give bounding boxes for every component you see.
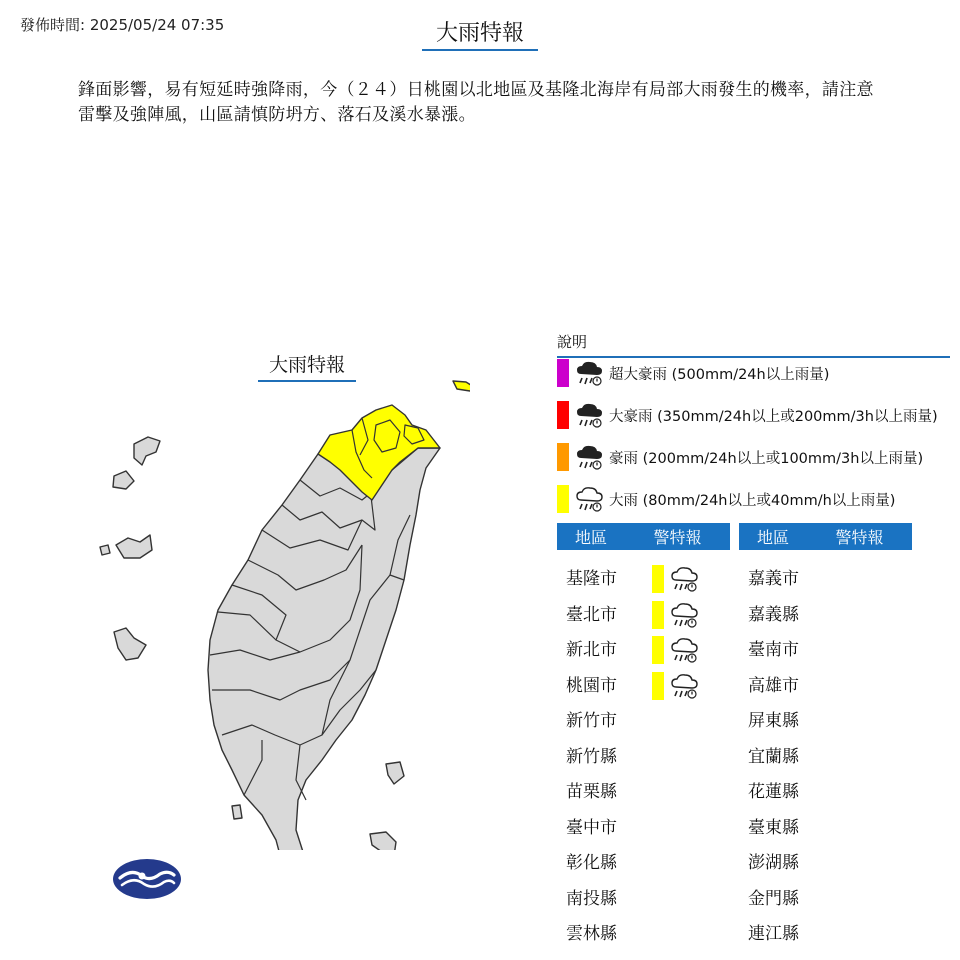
heavy-rain-icon xyxy=(670,636,698,664)
region-yilan: 宜蘭縣 xyxy=(748,747,799,767)
torrential-rain-icon xyxy=(575,401,603,429)
legend-item-extreme-torrential-rain xyxy=(557,358,829,388)
map-title: 大雨特報 xyxy=(258,350,356,382)
column-header-region: 地區 xyxy=(756,528,789,547)
region-hualien: 花蓮縣 xyxy=(748,782,799,802)
region-chiayi-city: 嘉義市 xyxy=(748,569,799,589)
legend-header: 說明 xyxy=(557,331,950,358)
column-header-alert: 警特報 xyxy=(835,528,884,547)
kinmen-islet xyxy=(100,545,110,555)
alert-keelung xyxy=(652,564,698,594)
cwa-logo xyxy=(112,858,182,900)
region-taipei-city: 臺北市 xyxy=(566,605,617,625)
extreme-torrential-rain-icon xyxy=(575,359,603,387)
region-penghu: 澎湖縣 xyxy=(748,853,799,873)
keelung-islet xyxy=(453,381,470,391)
alert-new-taipei xyxy=(652,635,698,665)
heavy-rain-icon xyxy=(670,601,698,629)
alert-level-bar xyxy=(652,672,664,700)
region-keelung: 基隆市 xyxy=(566,569,617,589)
orchid-island xyxy=(370,832,396,850)
heavy-rain-icon xyxy=(670,672,698,700)
legend-label: 超大豪雨 (500mm/24h以上雨量) xyxy=(609,366,830,383)
legend-item-extremely-heavy-rain xyxy=(557,442,923,472)
column-header-alert: 警特報 xyxy=(653,528,702,547)
alert-taipei-city xyxy=(652,600,698,630)
region-kinmen: 金門縣 xyxy=(748,889,799,909)
liuqiu-island xyxy=(232,805,242,819)
legend-swatch xyxy=(557,359,569,387)
legend-label: 大豪雨 (350mm/24h以上或200mm/3h以上雨量) xyxy=(609,408,938,425)
green-island xyxy=(386,762,404,784)
lienchiang-islands-2 xyxy=(113,471,134,489)
region-taichung: 臺中市 xyxy=(566,818,617,838)
region-lienchiang: 連江縣 xyxy=(748,924,799,944)
heavy-rain-icon xyxy=(670,565,698,593)
alert-level-bar xyxy=(652,601,664,629)
warning-description: 鋒面影響，易有短延時強降雨，今（２４）日桃園以北地區及基隆北海岸有局部大雨發生的機率，請注意雷擊及強陣風，山區請慎防坍方、落石及溪水暴漲。 xyxy=(78,80,874,125)
page-title: 大雨特報 xyxy=(422,16,538,51)
heavy-rain-icon xyxy=(575,485,603,513)
legend-item-heavy-rain xyxy=(557,484,895,514)
region-hsinchu-county: 新竹縣 xyxy=(566,747,617,767)
extremely-heavy-rain-icon xyxy=(575,443,603,471)
table-header-right xyxy=(739,523,912,550)
region-pingtung: 屏東縣 xyxy=(748,711,799,731)
kinmen-islands xyxy=(116,535,152,558)
region-taoyuan: 桃園市 xyxy=(566,676,617,696)
legend-label: 豪雨 (200mm/24h以上或100mm/3h以上雨量) xyxy=(609,450,924,467)
table-header-left xyxy=(557,523,730,550)
legend-label: 大雨 (80mm/24h以上或40mm/h以上雨量) xyxy=(609,492,896,509)
legend-swatch xyxy=(557,401,569,429)
penghu-islands xyxy=(114,628,146,660)
alert-level-bar xyxy=(652,636,664,664)
legend-swatch xyxy=(557,443,569,471)
region-changhua: 彰化縣 xyxy=(566,853,617,873)
alert-level-bar xyxy=(652,565,664,593)
region-hsinchu-city: 新竹市 xyxy=(566,711,617,731)
region-chiayi-county: 嘉義縣 xyxy=(748,605,799,625)
lienchiang-islands xyxy=(134,437,160,465)
region-yunlin: 雲林縣 xyxy=(566,924,617,944)
taiwan-map xyxy=(90,370,470,850)
region-miaoli: 苗栗縣 xyxy=(566,782,617,802)
column-header-region: 地區 xyxy=(574,528,607,547)
alert-taoyuan xyxy=(652,671,698,701)
legend-swatch xyxy=(557,485,569,513)
region-taitung: 臺東縣 xyxy=(748,818,799,838)
taiwan-main-island xyxy=(208,448,440,850)
issue-time: 發佈時間: 2025/05/24 07:35 xyxy=(20,16,225,34)
legend-item-torrential-rain xyxy=(557,400,938,430)
region-nantou: 南投縣 xyxy=(566,889,617,909)
region-tainan: 臺南市 xyxy=(748,640,799,660)
region-kaohsiung: 高雄市 xyxy=(748,676,799,696)
region-new-taipei: 新北市 xyxy=(566,640,617,660)
